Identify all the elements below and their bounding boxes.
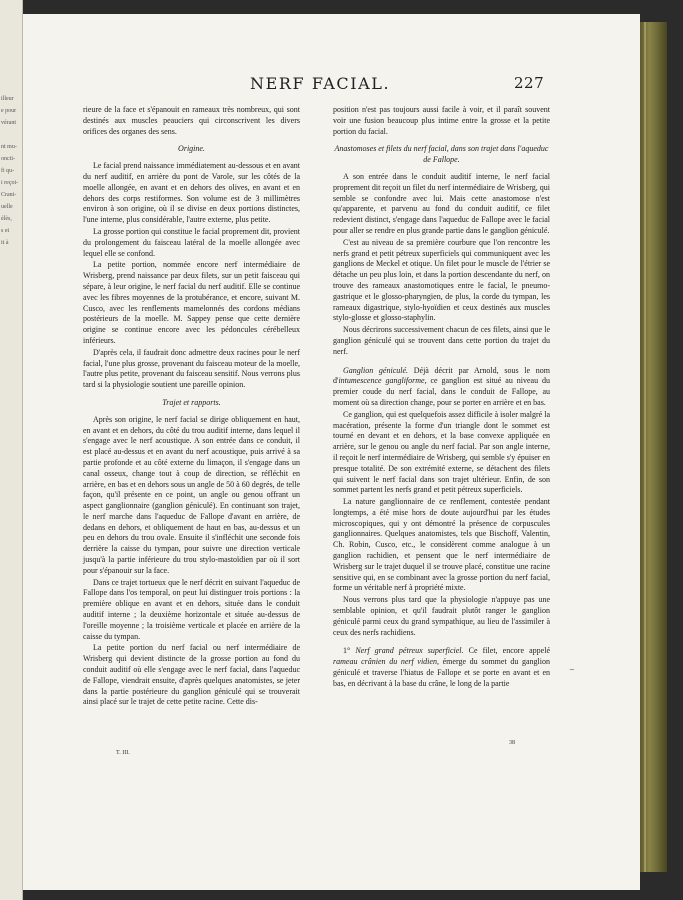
paragraph: D'après cela, il faudrait donc admettre deux racines pour le nerf facial, l'une plus grosse, provenant du faisceau moteur de la moelle, l'autre plus petite, provenant du faisceau sensitif. Nous verrons plus tard si la physiologie soutient une pareille opinion.	[83, 347, 300, 390]
paragraph: rieure de la face et s'épanouit en rameaux très nombreux, qui sont destinés aux muscles peauciers qui circonscrivent les divers orifices des organes des sens.	[83, 105, 300, 136]
edge-text-fragment: it à	[1, 240, 9, 246]
paragraph: La petite portion, nommée encore nerf intermédiaire de Wrisberg, prend naissance par deux filets, sur un petit faisceau qui sépare, à leur origine, le nerf facial du nerf auditif. Elle se continue avec les fibres moyennes de la protubérance, et encore, suivant M. Cusco, avec les renflements mamelonnés des cordons médians postérieurs de la moelle. M. Sappey pense que cette dernière origine se continue encore avec les pédoncules cérébelleux inférieurs.	[83, 260, 300, 345]
edge-text-fragment: nt mu-	[1, 144, 17, 150]
book-page	[23, 14, 640, 890]
paragraph: La nature ganglionnaire de ce renflement, contestée pendant longtemps, a été mise hors de doute aujourd'hui par les études microscopiques, qui y ont démontré la présence de corpuscules ganglionnaires. Quelques anatomistes, tels que Bischoff, Valentin, Ch. Robin, Cusco, etc., le considèrent comme analogue à un ganglion rachidien, et pensent que le nerf intermédiaire de Wrisberg sur le trajet duquel il se trouve placé, constitue une racine sensitive qui, en se combinant avec la grosse portion du nerf facial, forme un véritable nerf à propriété mixte.	[333, 497, 550, 593]
left-column	[83, 105, 300, 709]
text-run: , ce ganglion est situé au niveau du premier coude du nerf facial, dans le conduit de Fallope, au moment où sa direction change, pour se porter en arrière et en bas.	[333, 376, 550, 407]
edge-text-fragment: s et	[1, 228, 10, 234]
paragraph-ganglion-genicule	[333, 366, 550, 409]
edge-text-fragment: illeur	[1, 96, 14, 102]
paragraph: La grosse portion qui constitue le facial proprement dit, provient du prolongement du faisceau latéral de la moelle allongée avec lequel elle se confond.	[83, 226, 300, 258]
signature-mark-left: T. III.	[116, 750, 130, 756]
edge-text-fragment: élès,	[1, 216, 12, 222]
edge-text-fragment: uelle	[1, 204, 13, 210]
paragraph: Le facial prend naissance immédiatement au-dessous et en avant du nerf auditif, en arrière du pont de Varole, sur les côtés de la moelle allongée, en avant et en dehors des olives, en avant et en dehors des corps restiformes. Son volume est de 3 millimètres environ à son origine, où il se divise en deux portions distinctes, l'une interne, plus considérable, l'autre externe, plus petite.	[83, 161, 300, 225]
section-heading-trajet: Trajet et rapports.	[162, 397, 221, 407]
right-column	[333, 105, 550, 691]
edge-text-fragment: oncti-	[1, 156, 15, 162]
paragraph: La petite portion du nerf facial ou nerf intermédiaire de Wrisberg qui devient distincte de la grosse portion au fond du conduit auditif où elle s'engage avec le nerf facial, dans l'aqueduc de Fallope, viendrait ensuite, d'après quelques anatomistes, se jeter dans la partie postérieure du ganglion géniculé qui se trouverait ainsi placé sur le trajet de cette petite racine. Cette dis-	[83, 643, 300, 707]
paragraph: position n'est pas toujours aussi facile à voir, et il paraît souvent voir une fusion beaucoup plus intime entre la grosse et la petite portion du facial.	[333, 105, 550, 136]
paragraph: Nous verrons plus tard que la physiologie n'appuye pas une semblable opinion, et qu'il faudrait plutôt ranger le ganglion géniculé parmi ceux du grand sympathique, au lieu de l'assimiler à ceux des nerfs rachidiens.	[333, 595, 550, 637]
item-number: 1°	[343, 646, 356, 656]
margin-mark: ~	[569, 666, 575, 674]
text-run: , émerge du sommet du ganglion géniculé et traverse l'hiatus de Fallope et se porte en avant et en bas, en décrivant à la base du crâne, le long de la partie	[333, 657, 550, 688]
paragraph: C'est au niveau de sa première courbure que l'on rencontre les nerfs grand et petit pétreux superficiels qui communiquent avec les ganglions de Meckel et otique. Un filet pour le muscle de l'étrier se détache un peu plus loin, et dans la portion descendante du nerf, on trouve des rameaux anastomotiques entre le facial, le pneumo-gastrique et le glosso-pharyngien, de plus, la corde du tympan, les rameaux digastrique, stylo-hyoïdien et ceux destinés aux muscles stylo-glosse et glosso-staphylin.	[333, 237, 550, 323]
text-run: Déjà décrit par Arnold, sous le nom d'	[333, 365, 550, 386]
edge-text-fragment: fi qu-	[1, 168, 15, 174]
left-page-edge	[0, 0, 23, 900]
term-grand-petreux: Nerf grand pétreux superficiel.	[355, 646, 464, 656]
edge-text-fragment: vérant	[1, 120, 16, 126]
book-binding	[640, 22, 667, 872]
running-title: NERF FACIAL.	[250, 74, 391, 93]
signature-mark-right: 38	[509, 740, 515, 746]
term-intumescence: intumescence gangliforme	[338, 376, 425, 386]
paragraph: Nous décrirons successivement chacun de ces filets, ainsi que le ganglion géniculé qui se trouvent dans cette portion du trajet du nerf.	[333, 325, 550, 356]
page-number: 227	[514, 74, 545, 92]
term-rameau-cranien: rameau crânien du nerf vidien	[333, 657, 437, 667]
text-run: Ce filet, encore appelé	[463, 646, 550, 656]
term-ganglion-genicule: Ganglion géniculé.	[343, 365, 409, 375]
edge-text-fragment: Crani-	[1, 192, 17, 198]
paragraph: Après son origine, le nerf facial se dirige obliquement en haut, en avant et en dehors, du côté du trou auditif interne, dans lequel il s'engage avec le nerf acoustique. A son entrée dans ce conduit, il est placé au-dessus et en avant du nerf acoustique, puis arrivé à sa partie profonde et au côté externe du limaçon, il s'engage dans un canal osseux, change tout à coup de direction, se réfléchit en arrière, en bas et en dehors sous un angle de 50 à 60 degrés, de telle façon, qu'il présente en ce point, un angle ou genou offrant un aspect ganglionnaire (ganglion géniculé). En continuant son trajet, le nerf marche dans l'aqueduc de Fallope d'avant en arrière, de dedans en dehors, et obliquement de haut en bas, au-dessus et un peu en dehors du trou ovale. Ensuite il s'infléchit une seconde fois derrière la caisse du tympan, pour suivre une direction verticale jusqu'à la partie inférieure du trou stylo-mastoïdien par où il sort pour s'épanouir sur la face.	[83, 414, 300, 575]
paragraph-grand-petreux	[333, 646, 550, 689]
edge-text-fragment: e pour	[1, 108, 17, 114]
edge-text-fragment: i reçoi-	[1, 180, 19, 186]
paragraph: A son entrée dans le conduit auditif interne, le nerf facial proprement dit reçoit un filet du nerf intermédiaire de Wrisberg, qui semble se confondre avec lui. Mais cette anastomose n'est qu'apparente, et parvenu au fond du conduit auditif, ce filet redevient distinct, s'engage dans l'aqueduc de Fallope avec le facial pour aller se rendre en plus grande partie dans le ganglion géniculé.	[333, 171, 550, 235]
paragraph: Ce ganglion, qui est quelquefois assez difficile à isoler malgré la macération, présente la forme d'un triangle dont le sommet est tourné en devant et en dehors, et la base convexe appliquée en arrière, sur le genou ou angle du nerf facial. Par son angle interne, il reçoit le nerf intermédiaire de Wrisberg, qui semble s'y épuiser en presque totalité. De son extrémité externe, se détachent des filets qui suivent le nerf facial dans son trajet ultérieur. Enfin, de son sommet partent les nerfs grand et petit pétreux superficiels.	[333, 409, 550, 495]
section-heading-origine: Origine.	[178, 144, 205, 154]
section-heading-anastomoses: Anastomoses et filets du nerf facial, dans son trajet dans l'aqueduc de Fallope.	[334, 144, 549, 165]
paragraph: Dans ce trajet tortueux que le nerf décrit en suivant l'aqueduc de Fallope dans l'os temporal, on peut lui distinguer trois portions : la première oblique en avant et en dehors, située dans le conduit auditif interne ; la deuxième horizontale et située au-dessus de l'oreille moyenne ; la troisième verticale et placée en arrière de la caisse du tympan.	[83, 577, 300, 641]
